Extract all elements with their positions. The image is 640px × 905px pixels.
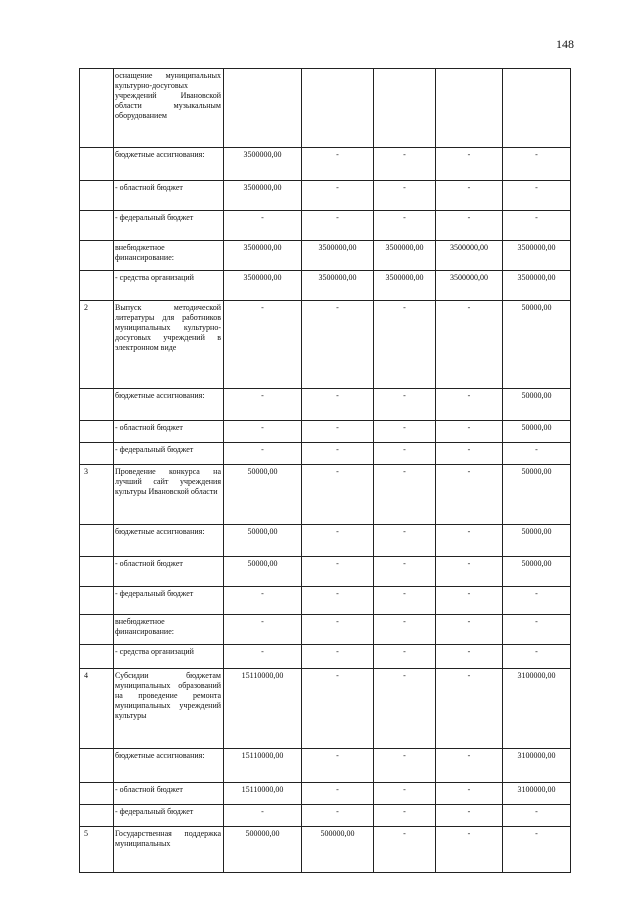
table-row (80, 587, 571, 615)
amount-cell: - (224, 211, 302, 241)
amount-cell: - (374, 301, 436, 389)
row-number-cell (80, 69, 114, 148)
row-name-cell: - областной бюджет (114, 421, 224, 443)
amount-cell: 3500000,00 (224, 271, 302, 301)
row-name-cell: - федеральный бюджет (114, 805, 224, 827)
table-row (80, 301, 571, 389)
amount-cell: - (436, 465, 503, 525)
amount-cell: - (302, 148, 374, 181)
amount-cell: - (302, 211, 374, 241)
amount-cell: - (503, 645, 571, 669)
amount-cell: - (436, 421, 503, 443)
amount-cell: 3500000,00 (302, 271, 374, 301)
row-number-cell (80, 587, 114, 615)
amount-cell: - (503, 211, 571, 241)
amount-cell: - (503, 148, 571, 181)
amount-cell: - (374, 615, 436, 645)
amount-cell: - (374, 783, 436, 805)
amount-cell: - (436, 615, 503, 645)
amount-cell: 3500000,00 (503, 271, 571, 301)
amount-cell: - (436, 645, 503, 669)
row-number-cell (80, 783, 114, 805)
row-name-cell: бюджетные ассигнования: (114, 148, 224, 181)
amount-cell: - (503, 615, 571, 645)
amount-cell: - (302, 465, 374, 525)
row-name-cell: Проведение конкурса на лучший сайт учреждения культуры Ивановской области (114, 465, 224, 525)
amount-cell: - (224, 421, 302, 443)
amount-cell: - (436, 805, 503, 827)
amount-cell: - (374, 645, 436, 669)
amount-cell: - (436, 669, 503, 749)
amount-cell: 50000,00 (503, 421, 571, 443)
table-row (80, 805, 571, 827)
amount-cell: 3500000,00 (436, 241, 503, 271)
amount-cell: - (224, 615, 302, 645)
row-number-cell (80, 211, 114, 241)
amount-cell: 3500000,00 (302, 241, 374, 271)
amount-cell: - (224, 645, 302, 669)
row-number-cell (80, 805, 114, 827)
page-number: 148 (556, 37, 574, 51)
amount-cell: - (503, 443, 571, 465)
row-number-cell (80, 389, 114, 421)
amount-cell: 3500000,00 (436, 271, 503, 301)
amount-cell: 3500000,00 (374, 241, 436, 271)
amount-cell: - (374, 211, 436, 241)
amount-cell: 3100000,00 (503, 783, 571, 805)
row-number-cell (80, 749, 114, 783)
amount-cell: - (503, 805, 571, 827)
row-number-cell (80, 645, 114, 669)
amount-cell: 3500000,00 (503, 241, 571, 271)
amount-cell (224, 69, 302, 148)
amount-cell: 3100000,00 (503, 669, 571, 749)
row-name-cell: Выпуск методической литературы для работников муниципальных культурно-досуговых учреждений в электронном виде (114, 301, 224, 389)
row-name-cell: - федеральный бюджет (114, 587, 224, 615)
budget-table (79, 68, 571, 873)
table-row (80, 465, 571, 525)
amount-cell: - (436, 389, 503, 421)
table-body (80, 69, 571, 873)
table-row (80, 389, 571, 421)
table-row (80, 749, 571, 783)
row-name-cell: - федеральный бюджет (114, 211, 224, 241)
amount-cell: - (374, 669, 436, 749)
amount-cell: 3500000,00 (224, 148, 302, 181)
amount-cell: - (374, 557, 436, 587)
row-number-cell: 4 (80, 669, 114, 749)
table-row (80, 148, 571, 181)
amount-cell (503, 69, 571, 148)
row-number-cell (80, 615, 114, 645)
amount-cell: 15110000,00 (224, 749, 302, 783)
amount-cell: - (224, 389, 302, 421)
amount-cell: - (302, 805, 374, 827)
amount-cell: - (302, 783, 374, 805)
table-row (80, 557, 571, 587)
amount-cell: - (224, 443, 302, 465)
row-number-cell (80, 557, 114, 587)
row-name-cell: - областной бюджет (114, 181, 224, 211)
amount-cell: - (374, 805, 436, 827)
amount-cell: 50000,00 (503, 389, 571, 421)
row-number-cell (80, 241, 114, 271)
row-name-cell: Субсидии бюджетам муниципальных образований на проведение ремонта муниципальных учреждений культуры (114, 669, 224, 749)
amount-cell: 3500000,00 (224, 241, 302, 271)
amount-cell: 500000,00 (224, 827, 302, 873)
row-number-cell (80, 181, 114, 211)
amount-cell: - (436, 181, 503, 211)
amount-cell: 50000,00 (503, 557, 571, 587)
amount-cell: - (436, 827, 503, 873)
amount-cell: - (224, 301, 302, 389)
table-row (80, 525, 571, 557)
amount-cell: - (224, 805, 302, 827)
table-row (80, 241, 571, 271)
amount-cell (374, 69, 436, 148)
amount-cell: - (436, 301, 503, 389)
row-name-cell: - средства организаций (114, 645, 224, 669)
row-number-cell: 5 (80, 827, 114, 873)
amount-cell: 50000,00 (503, 301, 571, 389)
row-number-cell: 3 (80, 465, 114, 525)
row-number-cell (80, 148, 114, 181)
row-name-cell: бюджетные ассигнования: (114, 525, 224, 557)
amount-cell: - (436, 443, 503, 465)
table-row (80, 827, 571, 873)
amount-cell: - (224, 587, 302, 615)
amount-cell: - (302, 421, 374, 443)
amount-cell: - (302, 645, 374, 669)
amount-cell: - (374, 827, 436, 873)
table-row (80, 271, 571, 301)
amount-cell (436, 69, 503, 148)
row-name-cell: внебюджетное финансирование: (114, 241, 224, 271)
amount-cell: - (374, 181, 436, 211)
amount-cell: - (374, 421, 436, 443)
table-row (80, 211, 571, 241)
amount-cell: - (302, 525, 374, 557)
amount-cell: - (436, 557, 503, 587)
amount-cell: - (436, 211, 503, 241)
row-name-cell: - средства организаций (114, 271, 224, 301)
amount-cell: - (374, 749, 436, 783)
amount-cell: 50000,00 (224, 557, 302, 587)
row-number-cell (80, 525, 114, 557)
amount-cell (302, 69, 374, 148)
row-name-cell: оснащение муниципальных культурно-досуговых учреждений Ивановской области музыкальным оборудованием (114, 69, 224, 148)
row-name-cell: - федеральный бюджет (114, 443, 224, 465)
row-number-cell: 2 (80, 301, 114, 389)
table-row (80, 181, 571, 211)
amount-cell: 500000,00 (302, 827, 374, 873)
row-name-cell: бюджетные ассигнования: (114, 389, 224, 421)
amount-cell: - (503, 181, 571, 211)
table-row (80, 645, 571, 669)
amount-cell: 50000,00 (224, 525, 302, 557)
amount-cell: 15110000,00 (224, 669, 302, 749)
amount-cell: - (374, 587, 436, 615)
row-name-cell: - областной бюджет (114, 557, 224, 587)
table-row (80, 615, 571, 645)
amount-cell: - (302, 587, 374, 615)
amount-cell: - (436, 783, 503, 805)
amount-cell: - (374, 465, 436, 525)
amount-cell: 15110000,00 (224, 783, 302, 805)
table-row (80, 421, 571, 443)
amount-cell: - (374, 148, 436, 181)
table-row (80, 669, 571, 749)
table-row (80, 783, 571, 805)
amount-cell: 50000,00 (224, 465, 302, 525)
amount-cell: 3500000,00 (374, 271, 436, 301)
row-name-cell: Государственная поддержка муниципальных (114, 827, 224, 873)
amount-cell: - (302, 389, 374, 421)
amount-cell: - (302, 443, 374, 465)
amount-cell: 3500000,00 (224, 181, 302, 211)
amount-cell: - (302, 615, 374, 645)
amount-cell: - (374, 443, 436, 465)
amount-cell: - (302, 181, 374, 211)
amount-cell: - (302, 557, 374, 587)
amount-cell: - (302, 301, 374, 389)
row-name-cell: бюджетные ассигнования: (114, 749, 224, 783)
amount-cell: - (503, 587, 571, 615)
row-name-cell: - областной бюджет (114, 783, 224, 805)
amount-cell: - (302, 749, 374, 783)
amount-cell: 50000,00 (503, 525, 571, 557)
amount-cell: - (436, 148, 503, 181)
table-row (80, 443, 571, 465)
amount-cell: 50000,00 (503, 465, 571, 525)
row-number-cell (80, 271, 114, 301)
row-name-cell: внебюджетное финансирование: (114, 615, 224, 645)
amount-cell: 3100000,00 (503, 749, 571, 783)
row-number-cell (80, 443, 114, 465)
amount-cell: - (436, 525, 503, 557)
table-row (80, 69, 571, 148)
amount-cell: - (374, 525, 436, 557)
amount-cell: - (302, 669, 374, 749)
amount-cell: - (503, 827, 571, 873)
amount-cell: - (374, 389, 436, 421)
row-number-cell (80, 421, 114, 443)
amount-cell: - (436, 749, 503, 783)
amount-cell: - (436, 587, 503, 615)
